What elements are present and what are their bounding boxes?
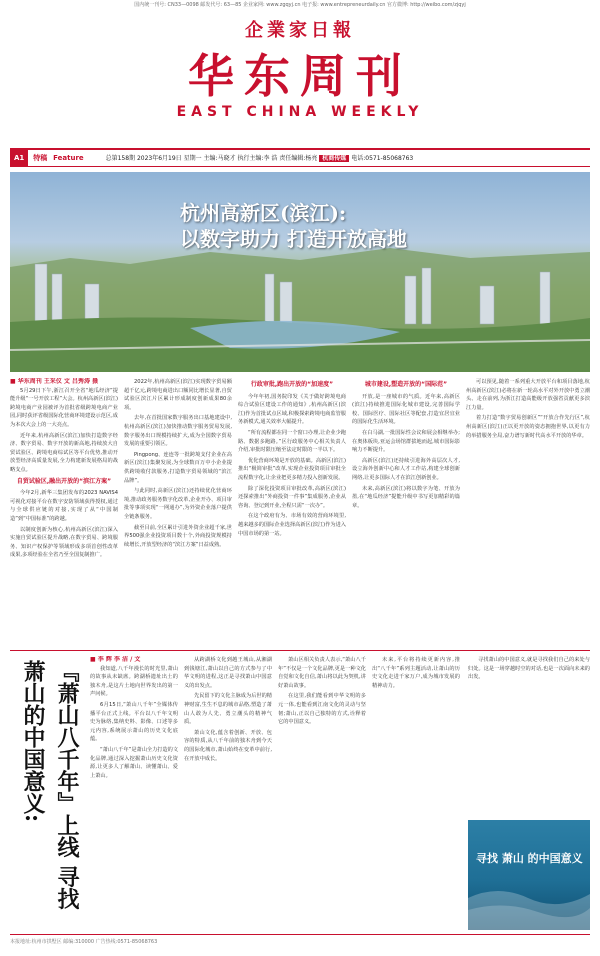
- paragraph: 6月15日,“萧山八千年”全媒体传播平台正式上线。平台以八千年文明史为脉络,集纳史料、影像、口述等多元内容,系统展示萧山的历史文化底蕴。: [90, 701, 178, 743]
- paragraph: 高新区(滨江)还持续引进海外高层次人才,设立海外创新中心和人才工作站,构建全球创新网络,让更多国际人才在滨江创新创业。: [352, 457, 460, 481]
- paragraph: “萧山八千年”是萧山全力打造的文化品牌,通过深入挖掘萧山历史文化资源,让更多人了解萧山、读懂萧山、爱上萧山。: [90, 746, 178, 779]
- paragraph: 可以预见,随着一系列重大开放平台和项目落地,杭州高新区(滨江)必将在新一轮高水平对外开放中勇立潮头、走在前列,为浙江打造高能级开放强省贡献更多滨江力量。: [466, 379, 590, 411]
- paragraph: 寻找萧山的中国意义,就是寻找我们自己的来处与归处。这是一场穿越时空的对话,也是一次面向未来的出发。: [468, 657, 590, 681]
- paragraph: 2022年,杭州高新区(滨江)实现数字贸易额超千亿元,跨境电商进出口额同比增长显著,自贸试验区滨江片区累计形成制度创新成果80余项。: [124, 379, 232, 411]
- paragraph: 除了深化投资项目审批改革,高新区(滨江)还探索推出“外商投资一件事”集成服务,企业从咨询、登记到开业,全程只需“一次办”。: [238, 485, 346, 509]
- phone: 电话:0571-85068763: [351, 155, 414, 162]
- paragraph: 去年,在首批国家数字服务出口基地建设中,杭州高新区(滨江)加快推动数字服务贸易发展,数字服务出口规模持续扩大,成为全国数字贸易发展的重要引领区。: [124, 415, 232, 448]
- paragraph: 截至目前,全区累计引进外资企业超千家,世界500强企业投资项目数十个,外商投资规模持续增长,开放型经济的“滨江方案”日益成熟。: [124, 524, 232, 548]
- section-label: 特稿: [33, 154, 48, 162]
- paragraph: 在白马湖,一批国际性会议和展会相继举办;在奥体板块,亚运会场馆群拔地而起,城市国际影响力不断提升。: [352, 429, 460, 454]
- paragraph: 今年年初,国务院印发《关于做好跨境电商综合试验区建设工作的通知》,杭州高新区(滨江)作为首批试点区域,积极探索跨境电商监管服务新模式,通关效率大幅提升。: [238, 393, 346, 426]
- promo-banner: [468, 820, 590, 930]
- paragraph: 着力打造“数字贸易创新区”“开放合作先行区”,杭州高新区(滨江)正以更开放的姿态拥抱世界,以更有力的举措服务全局,奋力谱写新时代高水平开放的华章。: [466, 415, 590, 439]
- promo-text: 寻找 萧山 的中国意义: [476, 852, 583, 865]
- paragraph: 近年来,杭州高新区(滨江)加快打造数字经济、数字贸易、数字开放的新高地,持续放大自贸试验区、跨境电商综试区等平台优势,推动开放型经济高质量发展,全力构建新发展格局的战略支点。: [10, 432, 118, 473]
- footer-bar: 本报地址:杭州市拱墅区 邮编:310000 广告热线:0571-85068763: [10, 934, 590, 949]
- subheading: 行政审批,跑出开放的“加速度”: [250, 381, 334, 388]
- masthead-title: 华东周刊: [188, 49, 412, 103]
- section-divider: [10, 650, 590, 651]
- article-column-1: [10, 378, 118, 646]
- paragraph: 优化营商环境是开放的基础。高新区(滨江)推出“极简审批”改革,实现企业投资项目审批全流程数字化,让企业把更多精力投入创新发展。: [238, 457, 346, 481]
- hero-headline: [180, 200, 407, 252]
- issue-info-bar: [10, 148, 590, 167]
- weekday: 星期一: [183, 155, 202, 162]
- article2-column-5: [468, 656, 590, 816]
- article2-column-2: [184, 656, 272, 930]
- hero-headline-line2: 以数字助力 打造开放高地: [180, 227, 407, 251]
- hero-headline-line1: 杭州高新区(滨江):: [180, 201, 347, 225]
- exec-editor: 执行主编:李 浩: [237, 155, 278, 162]
- article2-byline: ■ 李 辉 李 洁 / 文: [90, 656, 141, 663]
- masthead: [0, 12, 600, 148]
- paragraph: 未来,高新区(滨江)将以数字为笔、开放为墨,在“地瓜经济”提能升级中书写更加精彩的篇章。: [352, 485, 460, 509]
- issue-date: 2023年6月19日: [136, 155, 182, 162]
- paragraph: 先民留下的文化主脉成为后世的精神财富,生生不息的城市品格,塑造了萧山人敢为人先、勇立潮头的精神气质。: [184, 693, 272, 726]
- paragraph: 从跨湖桥文化到越王城山,从湘湖到钱塘江,萧山以自己的方式参与了中华文明的进程,这正是寻找萧山中国意义的出发点。: [184, 657, 272, 689]
- article2-column-3: [278, 656, 366, 930]
- section-label-en: Feature: [53, 154, 84, 162]
- article-column-3: [238, 378, 346, 646]
- paragraph: 以制度创新为核心,杭州高新区(滨江)深入实施自贸试验区提升战略,在数字贸易、跨境服务、知识产权保护等领域形成多项首创性改革成果,多项经验在全省乃至全国复制推广。: [10, 526, 118, 559]
- article-column-2: [124, 378, 232, 646]
- paragraph: 萧山文化,蕴含着创新、开放、包容的特质,从八千年前的独木舟到今天的国际化城市,萧山始终在变革中前行,在开放中成长。: [184, 729, 272, 762]
- subheading: 自贸试验区,融出开放的“滨江方案”: [16, 477, 112, 485]
- paragraph: 在这个政府有为、市场有效的营商环境里,越来越多的国际企业选择高新区(滨江)作为进入中国市场的第一站。: [238, 513, 346, 537]
- masthead-english: EAST CHINA WEEKLY: [176, 104, 424, 120]
- issue-number: 总第158期: [105, 155, 136, 162]
- paragraph: 在这里,我们能看到中华文明的多元一体,也能看到江南文化的灵动与坚韧;萧山,正以自己独特的方式,诠释着它的中国意义。: [278, 693, 366, 726]
- paragraph: 与此同时,高新区(滨江)还持续优化营商环境,推动政务服务数字化改革,企业开办、项目审批等事项实现“一网通办”,为外资企业落户提供全链条服务。: [124, 488, 232, 520]
- paragraph: 我知道,八千年漫长的时光里,萧山的故事从未缺席。跨湖桥遗址出土的独木舟,是这片土地向世界发出的第一声问候。: [90, 665, 178, 698]
- paragraph: 5月29日下午,浙江召开全省“地瓜经济”提能升级“一号开放工程”大会。杭州高新区(滨江)跨境电商产业园被评为首批省级跨境电商产业园,同时获评省级国际化营商环境建设示范区,成为本次大会上的一大亮点。: [10, 387, 118, 428]
- paragraph: 开放,是一座城市的气质。近年来,高新区(滨江)持续推进国际化城市建设,完善国际学校、国际医疗、国际社区等配套,打造宜居宜业的国际化生活环境。: [352, 393, 460, 426]
- article2-column-1: [90, 656, 178, 930]
- subheading: 城市建设,塑造开放的“国际范”: [364, 381, 448, 388]
- paragraph: 今年2月,新华三集团发布的2023 NAVIS4可视化对接平台在数字安防领域获得授权,通过与全球供应链的对接,实现了从“中国制造”到“中国标准”的跨越。: [10, 490, 118, 522]
- hero-photo: [10, 172, 590, 372]
- chief-editor: 主编:马晓才: [203, 155, 236, 162]
- article-column-4: [352, 378, 460, 646]
- paragraph: “所有流程都在同一个窗口办理,让企业少跑路、数据多跑路。”区行政服务中心相关负责人介绍,审批时限压缩至法定时限的一半以下。: [238, 429, 346, 454]
- article-byline: ■ 华东周刊 王采仪 文 吕秀涛 摄: [10, 378, 99, 385]
- wave-illustration: [468, 820, 590, 930]
- paragraph: Pingpong、连连等一批跨境支付企业在高新区(滨江)集聚发展,为全球数百万中小企业提供跨境收付款服务,打造数字贸易领域的“滨江品牌”。: [124, 451, 232, 484]
- media-logo: 杭商传媒: [319, 155, 349, 162]
- newspaper-brand: 企業家日報: [245, 20, 355, 41]
- article2-column-4: [372, 656, 460, 930]
- duty-editor: 责任编辑:杨亮: [279, 155, 318, 162]
- paragraph: 萧山区相关负责人表示,“萧山八千年”不仅是一个文化品牌,更是一种文化自觉和文化自信,萧山将以此为契机,讲好萧山故事。: [278, 657, 366, 689]
- top-info-line: 国内统一刊号: CN33—0098 邮发代号: 63—85 企业家网: www.zgqyj.cn 电子报: www.entrepreneurdaily.cn 官方微博: http://weibo.com/zjqyj: [134, 2, 466, 8]
- article-column-5: [466, 378, 590, 646]
- page-number: A1: [10, 150, 28, 166]
- paragraph: 未来,平台将持续更新内容,推出“八千年”系列主题活动,让萧山的历史文化走进千家万户,成为城市发展的精神动力。: [372, 657, 460, 689]
- article2-headline: 『萧山八千年』上线 寻找萧山的中国意义:: [20, 660, 80, 910]
